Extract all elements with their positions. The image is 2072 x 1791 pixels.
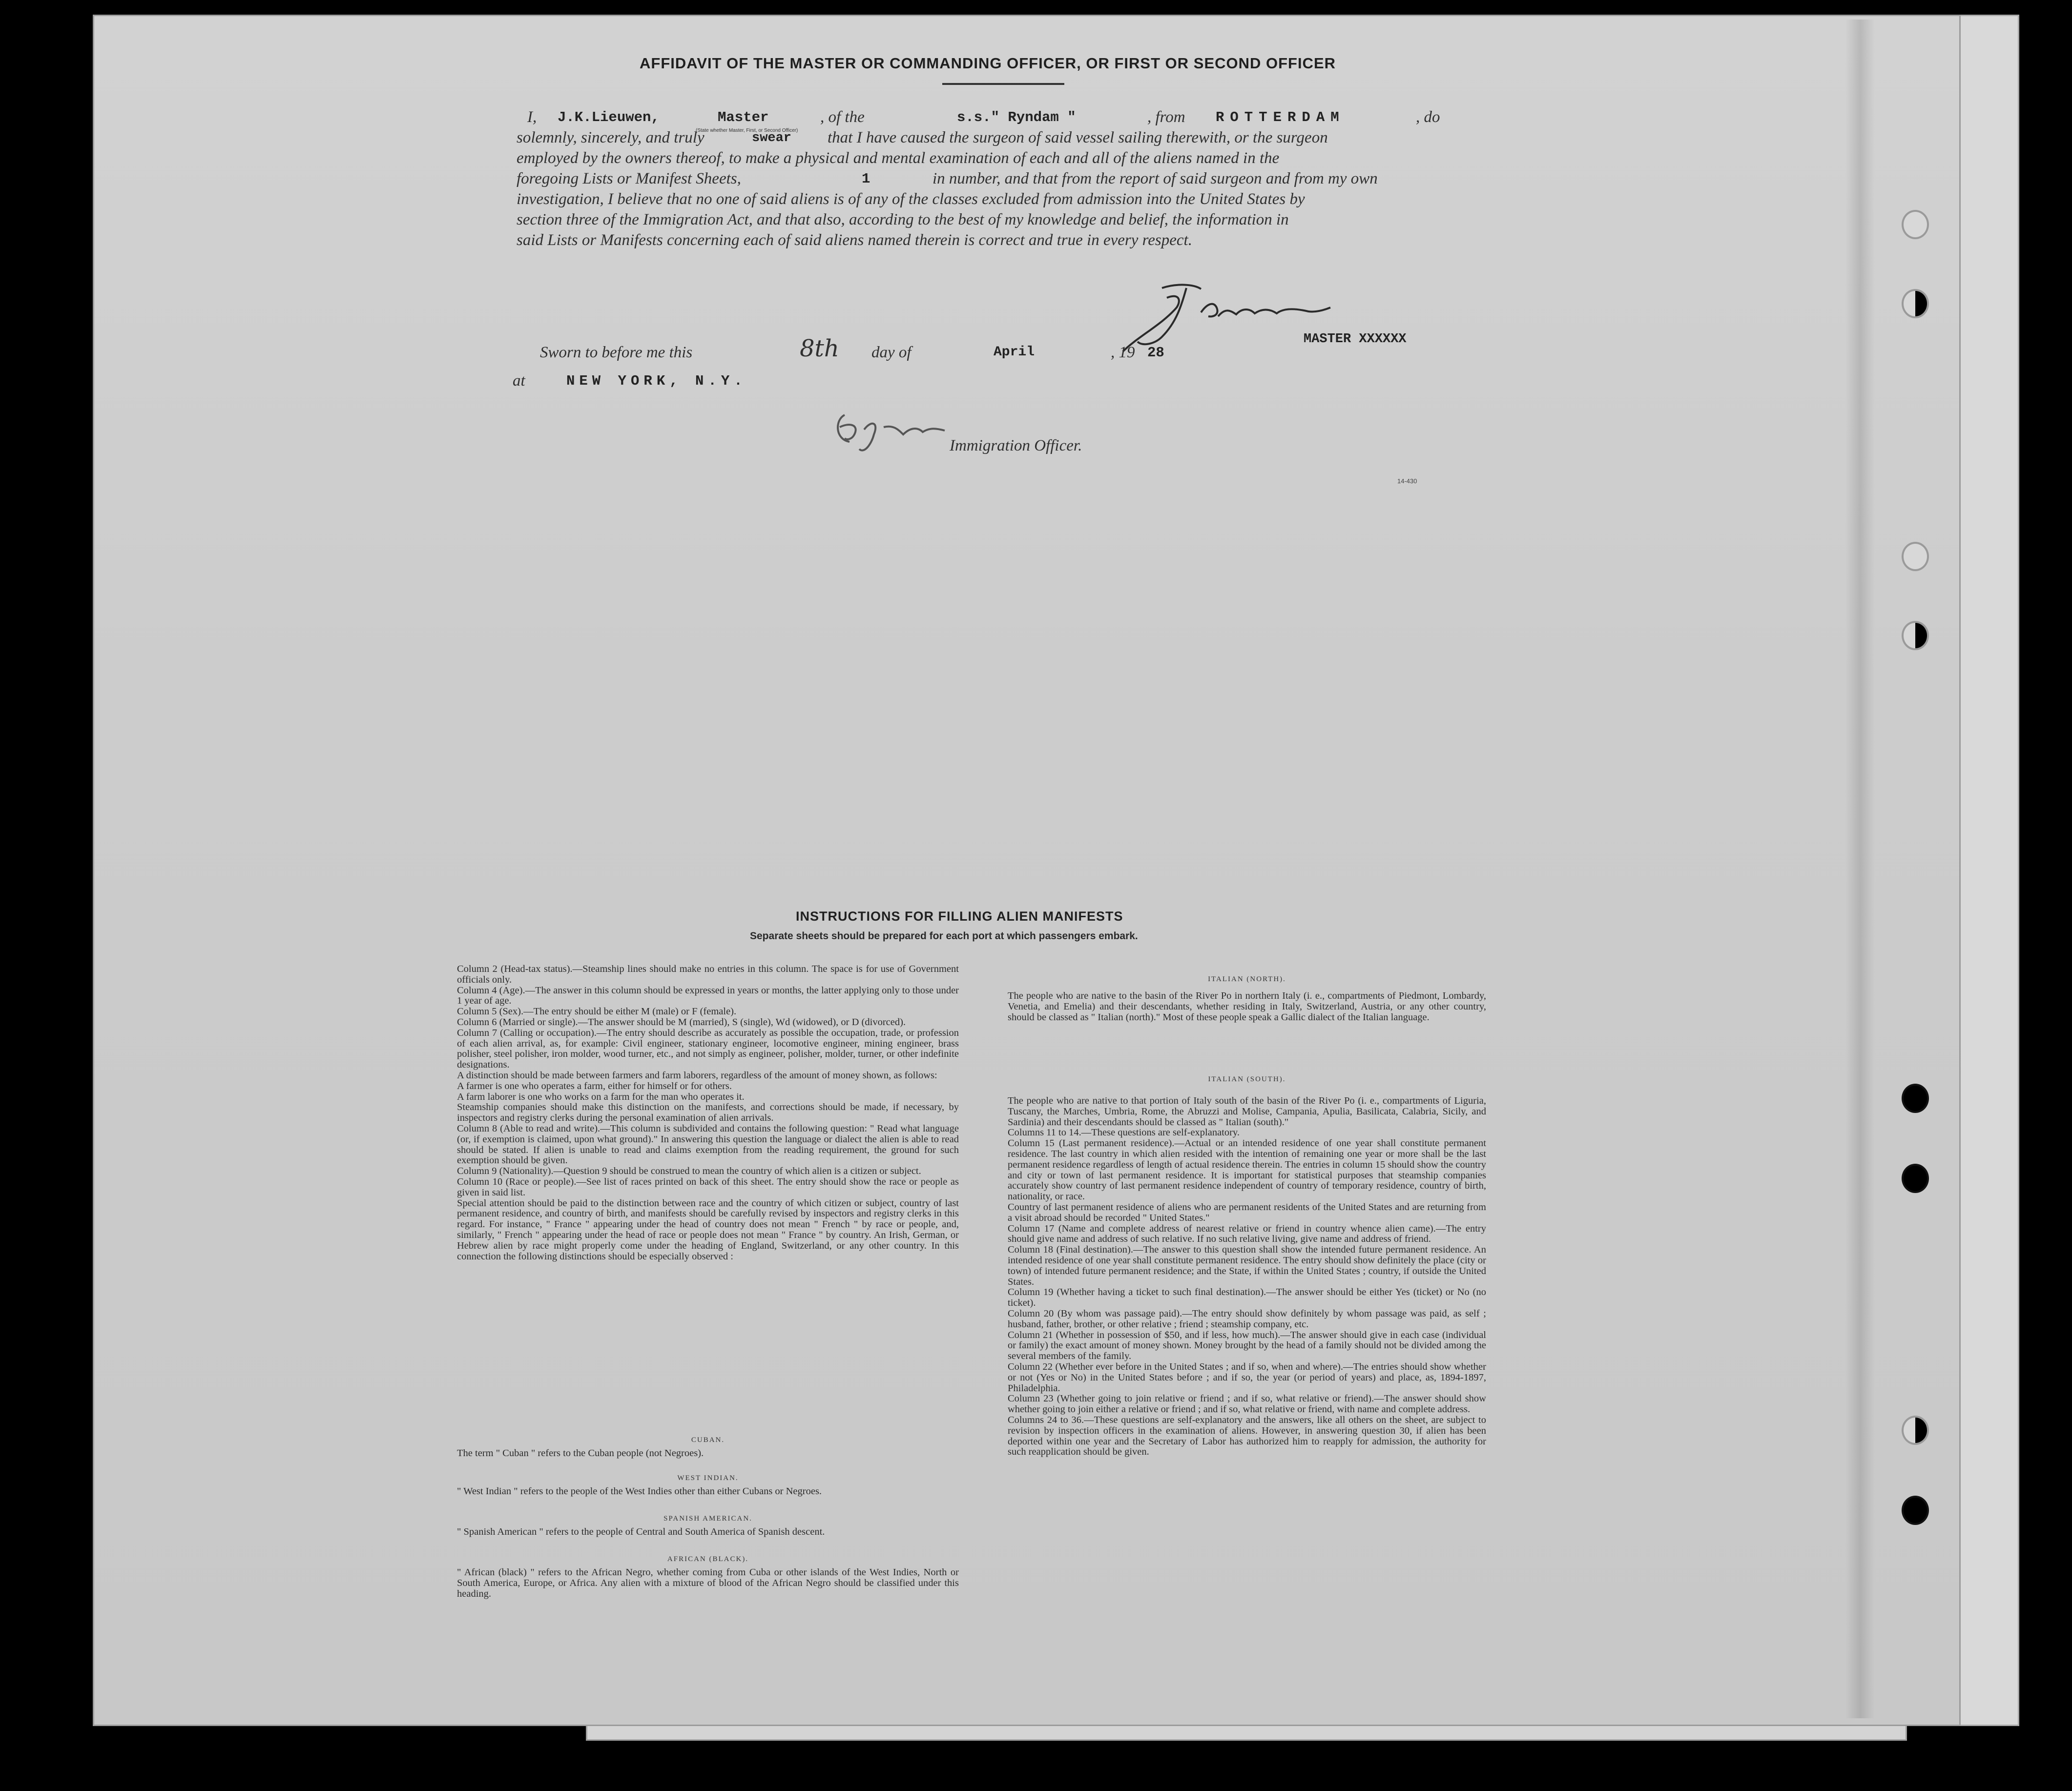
- day-of-text: day of: [871, 344, 912, 361]
- cuban-text: The term " Cuban " refers to the Cuban people (not Negroes).: [457, 1448, 704, 1459]
- binder-hole: [1902, 1416, 1929, 1445]
- sworn-day: 8th: [800, 335, 839, 362]
- instructions-title: INSTRUCTIONS FOR FILLING ALIEN MANIFESTS: [796, 909, 1123, 924]
- cuban-heading: CUBAN.: [691, 1436, 725, 1444]
- affidavit-line-6: section three of the Immigration Act, and that also, according to the best of my knowledge and belief, the information in: [517, 211, 1289, 228]
- title-rule: [942, 83, 1064, 85]
- page-fold-shadow: [1845, 20, 1875, 1718]
- african-heading: AFRICAN (BLACK).: [667, 1555, 749, 1563]
- officer-label: Immigration Officer.: [950, 437, 1082, 454]
- affidavit-line-3: employed by the owners thereof, to make a physical and mental examination of each and all of the aliens named in the: [517, 149, 1280, 167]
- binder-hole: [1902, 289, 1929, 318]
- italian-north-text: The people who are native to the basin of the River Po in northern Italy (i. e., compartments of Piedmont, Lombardy, Venetia, and Emelia) and their descendants, whether residing in Italy, Switzerland, Austria, or any other country, should be classed as " Italian (north)." Most of these people speak a Gallic dialect of the Italian language.: [1008, 990, 1486, 1023]
- sheet-count: 1: [862, 171, 870, 187]
- binder-hole: [1902, 542, 1929, 571]
- spanish-american-text: " Spanish American " refers to the people of Central and South America of Spanish descent.: [457, 1526, 825, 1537]
- at-text: at: [513, 372, 525, 390]
- manifest-page: [93, 15, 1961, 1726]
- pronoun: I,: [527, 108, 537, 126]
- sworn-place: NEW YORK, N.Y.: [566, 373, 747, 389]
- sworn-text: Sworn to before me this: [540, 344, 693, 361]
- of-the-text: , of the: [820, 108, 865, 126]
- oath-text: solemnly, sincerely, and truly: [517, 129, 704, 146]
- affidavit-title: AFFIDAVIT OF THE MASTER OR COMMANDING OFFICER, OR FIRST OR SECOND OFFICER: [640, 55, 1336, 72]
- affidavit-line-5: investigation, I believe that no one of said aliens is of any of the classes excluded from admission into the United States by: [517, 190, 1305, 208]
- oath-word: swear: [752, 131, 792, 145]
- italian-south-heading: ITALIAN (SOUTH).: [1208, 1075, 1286, 1083]
- west-indian-heading: WEST INDIAN.: [677, 1474, 739, 1482]
- west-indian-text: " West Indian " refers to the people of the West Indies other than either Cubans or Negroes.: [457, 1486, 822, 1497]
- binder-hole: [1902, 1084, 1929, 1113]
- rank-note: (State whether Master, First, or Second Officer): [696, 128, 798, 133]
- year-prefix: , 19: [1111, 344, 1135, 361]
- oath-text: in number, and that from the report of said surgeon and from my own: [932, 170, 1378, 187]
- from-text: , from: [1147, 108, 1185, 126]
- sworn-year: 28: [1147, 345, 1164, 361]
- sworn-month: April: [994, 345, 1035, 360]
- instructions-right-column: The people who are native to that portion of Italy south of the basin of the River Po (i. e., compartments of Liguria, Tuscany, the Marches, Umbria, Rome, the Abruzzi and Molise, Campania, Apulia, Basilicata, Calabria, Sicily, and Sardinia) and their descendants should be classed as " Italian (south)." Columns 11 to 14.—These questions are self-explanatory. Column 15 (Last permanent residence).—Actual or an intended residence of one year shall constitute permanent residence. The last country in which alien resided with the intention of remaining one year or more shall be the last permanent residence regardless of length of actual residence therein. The entries in column 15 should show the country and city or town of last permanent residence. It is important for statistical purposes that steamship companies accurately show country of last permanent residence independent of country of temporary residence, country of birth, nationality, or race. Country of last permanent residence of aliens who are permanent residents of the United States and are returning from a visit abroad should be recorded " United States." Column 17 (Name and complete address of nearest relative or friend in country whence alien came).—The entry should give name and address of such relative. If no such relative living, give name and address of friend. Column 18 (Final destination).—The answer to this question shall show the intended future permanent residence. An intended residence of one year shall constitute permanent residence. The entry should show definitely the place (city or town) of intended future permanent residence; and the State, if within the United States ; country, if outside the United States. Column 19 (Whether having a ticket to such final destination).—The answer should be either Yes (ticket) or No (no ticket). Column 20 (By whom was passage paid).—The entry should show definitely by whom passage was paid, as self ; husband, father, brother, or other relative ; friend ; steamship company, etc. Column 21 (Whether in possession of $50, and if less, how much).—The answer should give in each case (individual or family) the exact amount of money shown. Money brought by the head of a family should not be divided among the several members of the family. Column 22 (Whether ever before in the United States ; and if so, when and where).—The entries should show whether or not (Yes or No) in the United States before ; and if so, the year (or period of years) and place, as, 1894-1897, Philadelphia. Column 23 (Whether going to join relative or friend ; and if so, what relative or friend).—The answer should show whether going to join either a relative or friend ; and if so, what relative or friend, with name and complete address. Columns 24 to 36.—These questions are self-explanatory and the answers, like all others on the sheet, are subject to revision by inspection officers in the examination of aliens. However, in answering question 30, if alien has been deported within one year and the Secretary of Labor has authorized him to reapply for admission, the authority for such reapplication should be given.: [1008, 1095, 1486, 1458]
- form-number: 14-430: [1397, 477, 1417, 485]
- master-signature: [1108, 278, 1333, 356]
- binder-hole: [1902, 1496, 1929, 1525]
- binder-hole: [1902, 621, 1929, 650]
- affidavit-line-7: said Lists or Manifests concerning each of said aliens named therein is correct and true in every respect.: [517, 231, 1192, 249]
- instructions-subtitle: Separate sheets should be prepared for each port at which passengers embark.: [750, 930, 1138, 942]
- italian-north-heading: ITALIAN (NORTH).: [1208, 975, 1286, 983]
- master-label: MASTER XXXXXX: [1304, 332, 1407, 347]
- spanish-american-heading: SPANISH AMERICAN.: [663, 1515, 752, 1523]
- binder-hole: [1902, 1164, 1929, 1193]
- binder-hole: [1902, 210, 1929, 239]
- instructions-left-column: Column 2 (Head-tax status).—Steamship lines should make no entries in this column. The space is for use of Government officials only. Column 4 (Age).—The answer in this column should be expressed in years or months, the latter applying only to those under 1 year of age. Column 5 (Sex).—The entry should be either M (male) or F (female). Column 6 (Married or single).—The answer should be M (married), S (single), Wd (widowed), or D (divorced). Column 7 (Calling or occupation).—The entry should describe as accurately as possible the occupation, trade, or profession of each alien arrival, as, for example: Civil engineer, stationary engineer, locomotive engineer, mining engineer, brass polisher, steel polisher, iron molder, wood turner, etc., and not simply as engineer, polisher, molder, turner, or other indefinite designations. A distinction should be made between farmers and farm laborers, regardless of the amount of money shown, as follows: A farmer is one who operates a farm, either for himself or for others. A farm laborer is one who works on a farm for the man who operates it. Steamship companies should make this distinction on the manifests, and corrections should be made, if necessary, by inspectors and registry clerks during the personal examination of alien arrivals. Column 8 (Able to read and write).—This column is subdivided and contains the following question: " Read what language (or, if exemption is claimed, upon what ground)." In answering this question the language or dialect the alien is able to read should be stated. If alien is unable to read and claims exemption from the reading requirement, the ground for such exemption should be given. Column 9 (Nationality).—Question 9 should be construed to mean the country of which alien is a citizen or subject. Column 10 (Race or people).—See list of races printed on back of this sheet. The entry should show the race or people as given in said list. Special attention should be paid to the distinction between race and the country of which citizen or subject, country of last permanent residence, and country of birth, and manifests should be carefully revised by inspectors and registry clerks in this regard. For instance, " France " appearing under the head of country does not mean " French " by race or people, and, similarly, " French " appearing under the head of race or people does not mean " France " by country. An Irish, German, or Hebrew alien by race might properly come under the heading of England, Switzerland, or any other country. In this connection the following distinctions should be especially observed :: [457, 964, 959, 1262]
- oath-text: that I have caused the surgeon of said vessel sailing therewith, or the surgeon: [828, 129, 1328, 146]
- oath-text: foregoing Lists or Manifest Sheets,: [517, 170, 741, 187]
- vessel-name: s.s." Ryndam ": [957, 109, 1076, 125]
- master-name: J.K.Lieuwen,: [558, 109, 660, 125]
- african-text: " African (black) " refers to the African Negro, whether coming from Cuba or other islands of the West Indies, North or South America, Europe, or Africa. Any alien with a mixture of blood of the African Negro should be classified under this heading.: [457, 1567, 959, 1599]
- do-text: , do: [1416, 108, 1440, 126]
- officer-rank: Master: [718, 109, 769, 125]
- departure-port: ROTTERDAM: [1216, 109, 1345, 125]
